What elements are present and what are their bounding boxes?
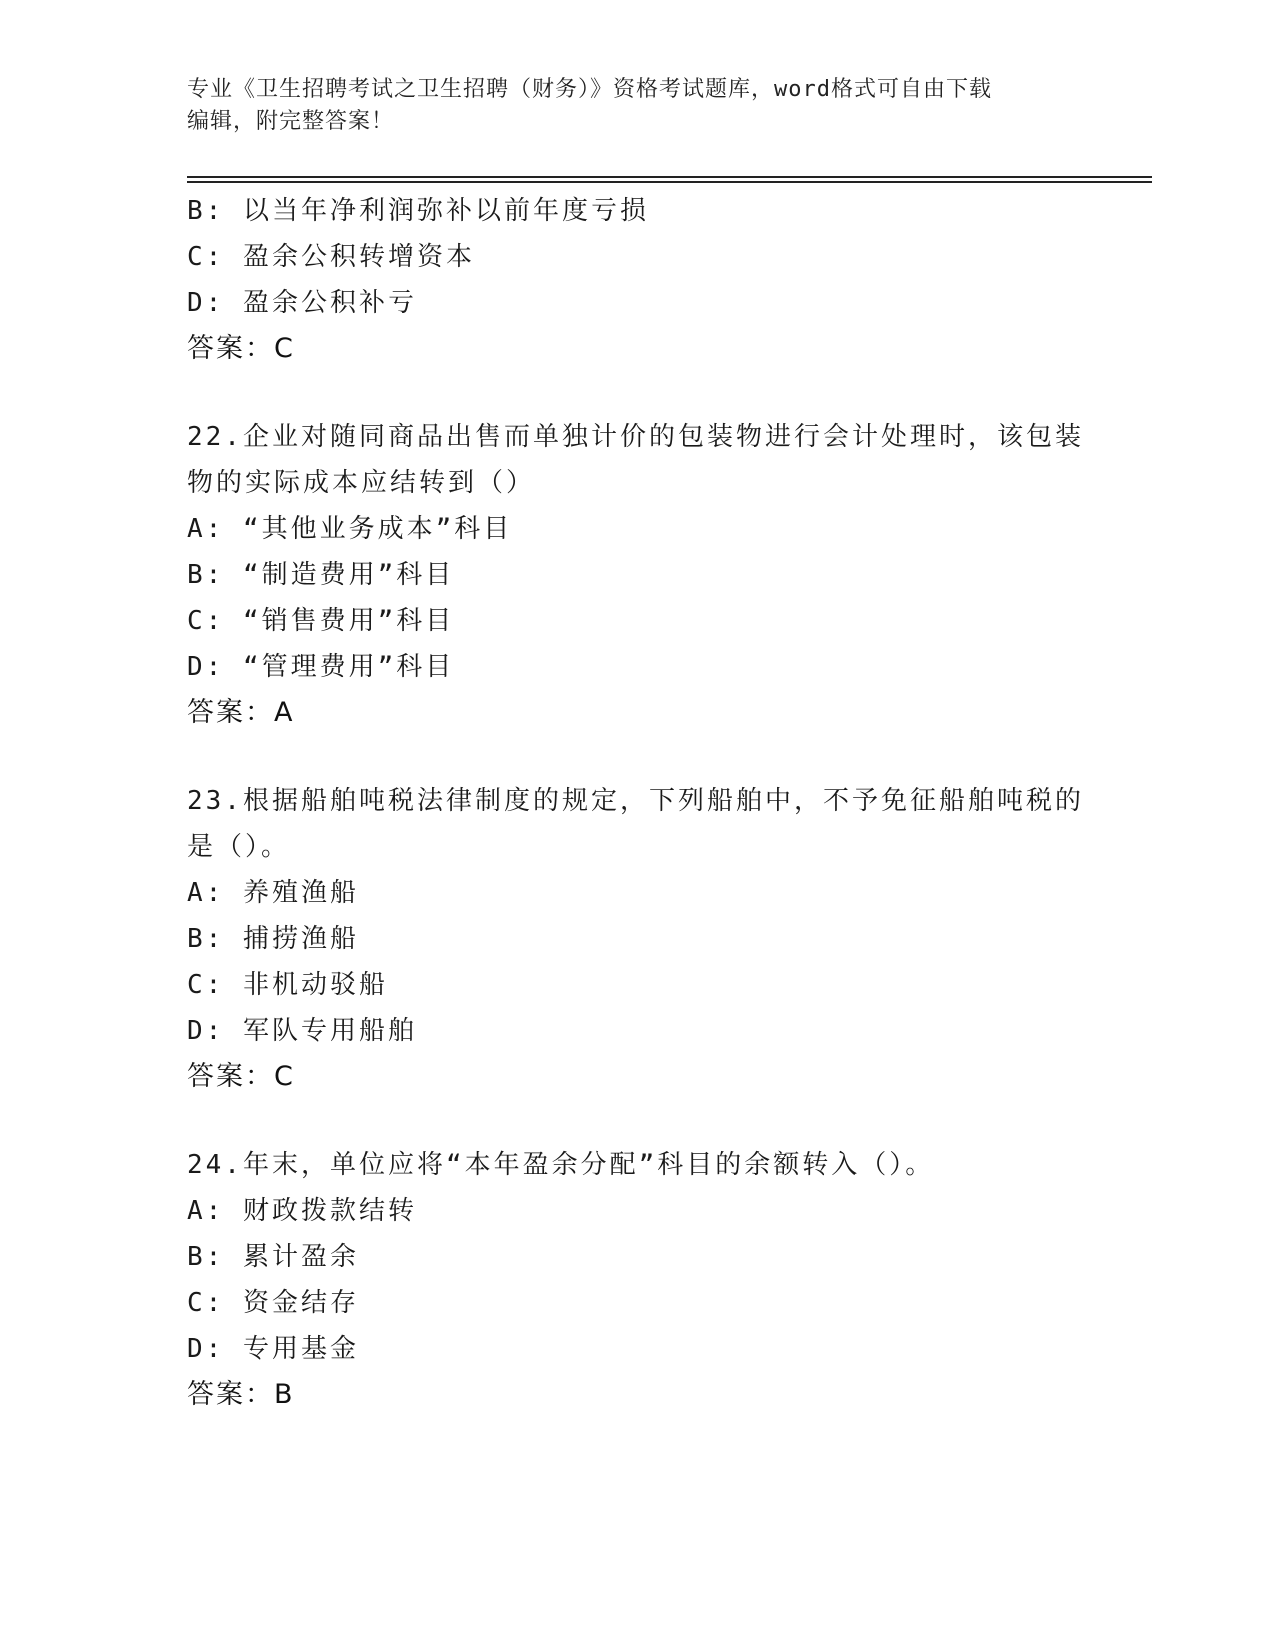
option-d: D: 专用基金: [187, 1334, 359, 1364]
option-b: B: 累计盈余: [187, 1242, 359, 1272]
option-c: C: 非机动驳船: [187, 970, 388, 1000]
question-23: [187, 778, 1087, 1100]
option-a: A: 养殖渔船: [187, 878, 359, 908]
question-stem-line: 22.企业对随同商品出售而单独计价的包装物进行会计处理时，该包装: [187, 422, 1084, 452]
spacer: [187, 372, 1087, 414]
question-stem-line: 24.年末，单位应将“本年盈余分配”科目的余额转入（）。: [187, 1150, 935, 1180]
option-d: D: “管理费用”科目: [187, 652, 455, 682]
answer-line: 答案：A: [187, 697, 295, 728]
header-line-2: 编辑，附完整答案！: [187, 109, 395, 134]
header-divider-top: [187, 176, 1152, 178]
option-a: A: “其他业务成本”科目: [187, 514, 513, 544]
answer-line: 答案：B: [187, 1379, 295, 1410]
question-stem-line: 是（）。: [187, 832, 291, 862]
question-22: [187, 414, 1087, 736]
option-c: C: “销售费用”科目: [187, 606, 455, 636]
answer-line: 答案：C: [187, 1061, 295, 1092]
question-stem-line: 物的实际成本应结转到（）: [187, 468, 536, 498]
option-b: B: 捕捞渔船: [187, 924, 359, 954]
answer-line: 答案：C: [187, 333, 295, 364]
document-header: [187, 74, 1087, 138]
option-d: D: 盈余公积补亏: [187, 288, 417, 318]
header-line-1: 专业《卫生招聘考试之卫生招聘（财务）》资格考试题库，word格式可自由下载: [187, 77, 992, 102]
question-stem-line: 23.根据船舶吨税法律制度的规定，下列船舶中，不予免征船舶吨税的: [187, 786, 1084, 816]
question-list: [187, 188, 1087, 1418]
option-b: B: “制造费用”科目: [187, 560, 455, 590]
question-24: [187, 1142, 1087, 1418]
spacer: [187, 736, 1087, 778]
option-c: C: 资金结存: [187, 1288, 359, 1318]
option-b: B: 以当年净利润弥补以前年度亏损: [187, 196, 649, 226]
option-a: A: 财政拨款结转: [187, 1196, 417, 1226]
option-d: D: 军队专用船舶: [187, 1016, 417, 1046]
header-divider-bottom: [187, 181, 1152, 183]
spacer: [187, 1100, 1087, 1142]
question-21-continued: [187, 188, 1087, 372]
option-c: C: 盈余公积转增资本: [187, 242, 475, 272]
